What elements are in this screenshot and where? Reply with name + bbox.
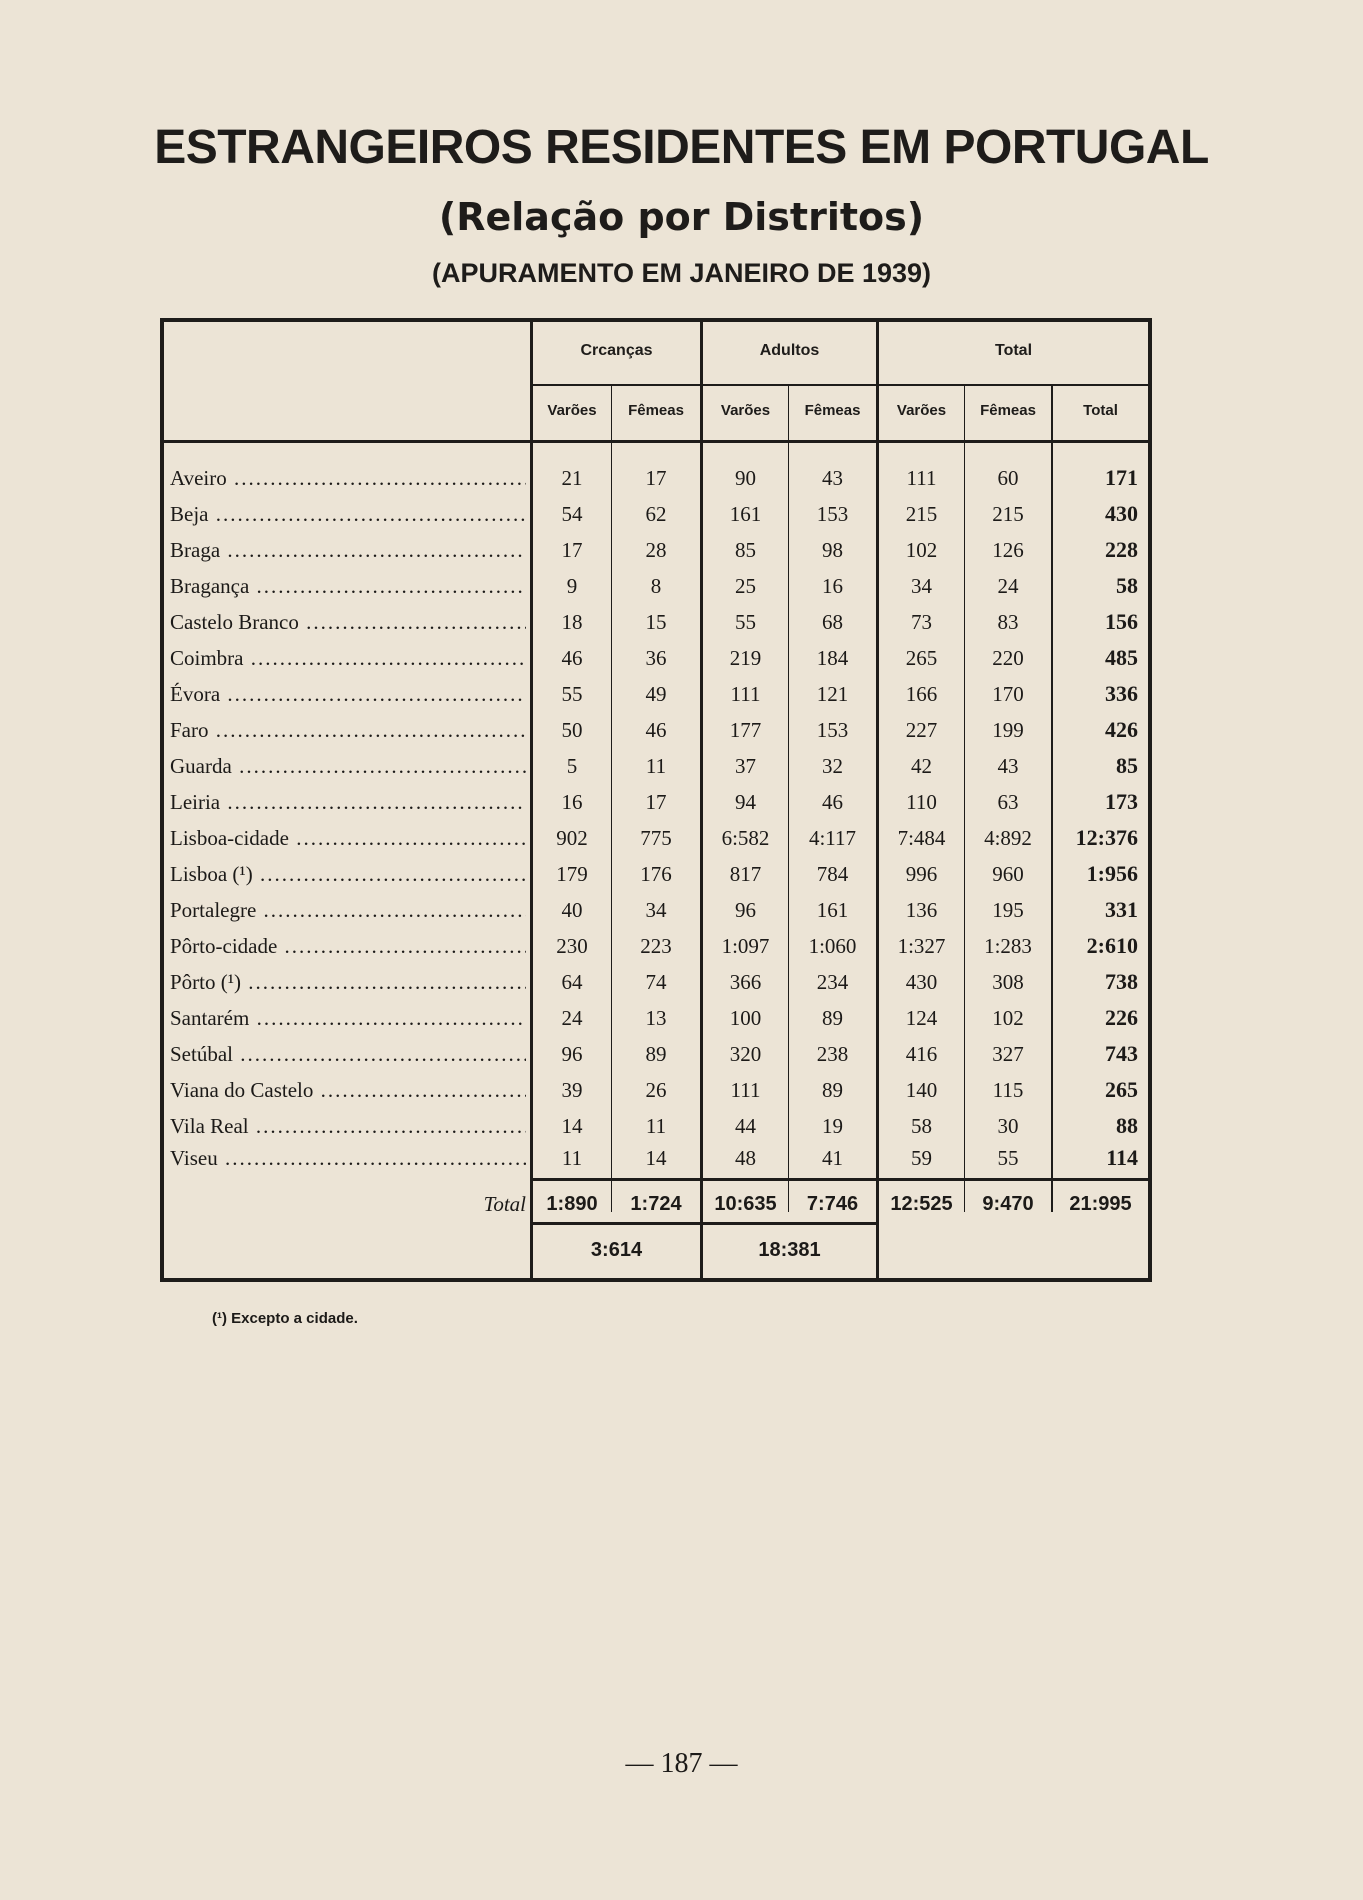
cell-adultos-varoes: 94 <box>735 790 756 814</box>
cell-criancas-femeas: 13 <box>645 1006 667 1030</box>
header-adultos: Adultos <box>759 342 820 359</box>
cell-total-femeas: 24 <box>997 574 1019 598</box>
cell-adultos-femeas: 89 <box>822 1078 843 1102</box>
cell-criancas-varoes: 5 <box>566 754 578 778</box>
cell-total: 2:610 <box>1086 933 1138 958</box>
cell-criancas-femeas: 8 <box>650 574 662 598</box>
total-criancas-femeas: 1:724 <box>630 1193 682 1215</box>
cell-criancas-femeas: 15 <box>645 610 667 634</box>
cell-total-femeas: 170 <box>992 682 1024 706</box>
cell-adultos-varoes: 6:582 <box>721 826 770 850</box>
cell-criancas-varoes: 16 <box>561 790 583 814</box>
total-adultos-femeas: 7:746 <box>806 1193 859 1215</box>
total-criancas-varoes: 1:890 <box>546 1193 598 1215</box>
cell-total: 738 <box>1105 969 1138 994</box>
cell-criancas-varoes: 230 <box>556 934 588 958</box>
district-name: Santarém ..... <box>170 1000 526 1036</box>
district-name: Coimbra ..... <box>170 640 526 676</box>
page-title: ESTRANGEIROS RESIDENTES EM PORTUGAL <box>154 121 1209 174</box>
cell-adultos-varoes: 1:097 <box>721 934 770 958</box>
cell-criancas-varoes: 39 <box>561 1078 583 1102</box>
cell-total-femeas: 1:283 <box>984 934 1032 958</box>
cell-total-varoes: 215 <box>905 502 938 526</box>
district-name: Pôrto-cidade ..... <box>170 928 526 964</box>
subheader-adultos-femeas: Fêmeas <box>804 402 861 419</box>
cell-total-varoes: 265 <box>905 646 938 670</box>
cell-criancas-femeas: 17 <box>645 790 667 814</box>
cell-total-varoes: 102 <box>905 538 938 562</box>
cell-criancas-femeas: 36 <box>645 646 667 670</box>
district-name: Aveiro ..... <box>170 460 526 496</box>
cell-criancas-varoes: 54 <box>561 502 583 526</box>
district-name: Braga ..... <box>170 532 526 568</box>
district-name: Viseu ..... <box>170 1140 526 1176</box>
cell-adultos-femeas: 153 <box>816 718 849 742</box>
cell-criancas-femeas: 74 <box>645 970 667 994</box>
total-adultos-varoes: 10:635 <box>714 1193 777 1215</box>
subheader-total-femeas: Fêmeas <box>980 402 1036 419</box>
cell-adultos-varoes: 366 <box>729 970 762 994</box>
divider <box>530 1178 1148 1181</box>
cell-total-femeas: 215 <box>992 502 1024 526</box>
cell-adultos-varoes: 85 <box>735 538 756 562</box>
table-row <box>164 604 1148 640</box>
cell-adultos-varoes: 100 <box>729 1006 762 1030</box>
district-name: Portalegre ..... <box>170 892 526 928</box>
cell-adultos-varoes: 25 <box>735 574 756 598</box>
cell-total-varoes: 111 <box>906 466 937 490</box>
cell-total-femeas: 126 <box>992 538 1024 562</box>
cell-total-varoes: 58 <box>911 1114 932 1138</box>
cell-total-femeas: 102 <box>992 1006 1024 1030</box>
divider <box>164 440 1148 443</box>
page-number: — 187 — <box>625 1748 738 1779</box>
cell-criancas-varoes: 46 <box>561 646 583 670</box>
cell-total-varoes: 7:484 <box>897 826 946 850</box>
cell-adultos-varoes: 48 <box>735 1146 756 1170</box>
combined-adultos: 18:381 <box>758 1239 821 1261</box>
cell-total: 171 <box>1105 465 1138 490</box>
cell-criancas-femeas: 14 <box>645 1146 667 1170</box>
table-row <box>164 1000 1148 1036</box>
combined-criancas: 3:614 <box>590 1239 643 1261</box>
subheader-criancas-varoes: Varões <box>547 402 597 419</box>
cell-criancas-femeas: 26 <box>645 1078 667 1102</box>
cell-total: 88 <box>1116 1113 1138 1138</box>
cell-criancas-femeas: 46 <box>645 718 667 742</box>
district-name: Setúbal ..... <box>170 1036 526 1072</box>
district-name: Guarda ..... <box>170 748 526 784</box>
cell-total-femeas: 83 <box>997 610 1019 634</box>
cell-total-varoes: 34 <box>911 574 932 598</box>
table-row <box>164 856 1148 892</box>
cell-total-femeas: 199 <box>992 718 1024 742</box>
cell-total: 226 <box>1105 1005 1138 1030</box>
cell-adultos-varoes: 111 <box>730 1078 761 1102</box>
cell-criancas-femeas: 34 <box>645 898 667 922</box>
districts-table <box>160 318 1152 1282</box>
district-name: Faro ..... <box>170 712 526 748</box>
table-row <box>164 748 1148 784</box>
subheader-criancas-femeas: Fêmeas <box>628 402 684 419</box>
cell-total: 58 <box>1116 573 1138 598</box>
cell-criancas-varoes: 14 <box>561 1114 583 1138</box>
cell-total-varoes: 140 <box>905 1078 938 1102</box>
cell-total-femeas: 115 <box>992 1078 1024 1102</box>
cell-adultos-varoes: 90 <box>735 466 756 490</box>
cell-criancas-varoes: 11 <box>561 1146 583 1170</box>
cell-criancas-femeas: 11 <box>645 1114 667 1138</box>
cell-adultos-femeas: 784 <box>816 862 849 886</box>
cell-criancas-femeas: 28 <box>645 538 667 562</box>
total-total-femeas: 9:470 <box>982 1193 1034 1215</box>
cell-adultos-varoes: 96 <box>735 898 756 922</box>
district-name: Vila Real ..... <box>170 1108 526 1144</box>
cell-adultos-femeas: 16 <box>822 574 843 598</box>
cell-total: 228 <box>1105 537 1138 562</box>
cell-criancas-femeas: 223 <box>640 934 672 958</box>
cell-adultos-femeas: 238 <box>816 1042 849 1066</box>
table-row <box>164 1108 1148 1144</box>
cell-criancas-varoes: 64 <box>561 970 583 994</box>
cell-total-varoes: 110 <box>906 790 937 814</box>
cell-criancas-varoes: 50 <box>561 718 583 742</box>
table-row <box>164 928 1148 964</box>
cell-criancas-femeas: 176 <box>640 862 672 886</box>
table-row <box>164 676 1148 712</box>
subheader-total-total: Total <box>1083 402 1118 419</box>
cell-criancas-varoes: 40 <box>561 898 583 922</box>
cell-total-femeas: 195 <box>992 898 1024 922</box>
district-name: Castelo Branco ..... <box>170 604 526 640</box>
cell-criancas-varoes: 55 <box>561 682 583 706</box>
total-total-varoes: 12:525 <box>890 1193 953 1215</box>
cell-total: 114 <box>1106 1145 1138 1170</box>
cell-criancas-femeas: 17 <box>645 466 667 490</box>
cell-adultos-varoes: 177 <box>729 718 762 742</box>
table-row <box>164 496 1148 532</box>
table-row <box>164 712 1148 748</box>
cell-total-femeas: 308 <box>992 970 1024 994</box>
cell-total-varoes: 430 <box>905 970 938 994</box>
cell-criancas-varoes: 179 <box>556 862 588 886</box>
cell-criancas-femeas: 49 <box>645 682 667 706</box>
subheader-total-varoes: Varões <box>896 402 947 419</box>
table-row <box>164 1036 1148 1072</box>
cell-total-femeas: 960 <box>992 862 1024 886</box>
cell-adultos-femeas: 98 <box>822 538 843 562</box>
district-name: Pôrto (¹) ..... <box>170 964 526 1000</box>
cell-total-varoes: 42 <box>911 754 932 778</box>
table-row <box>164 460 1148 496</box>
cell-adultos-varoes: 111 <box>730 682 761 706</box>
cell-total-varoes: 996 <box>905 862 938 886</box>
district-name: Lisboa-cidade ..... <box>170 820 526 856</box>
cell-total-femeas: 60 <box>997 466 1019 490</box>
table-row <box>164 820 1148 856</box>
header-total: Total <box>994 342 1033 359</box>
cell-criancas-varoes: 21 <box>561 466 583 490</box>
cell-adultos-femeas: 153 <box>816 502 849 526</box>
cell-total: 485 <box>1105 645 1138 670</box>
cell-adultos-varoes: 55 <box>735 610 756 634</box>
cell-total-femeas: 43 <box>997 754 1019 778</box>
table-row <box>164 892 1148 928</box>
cell-total: 265 <box>1105 1077 1138 1102</box>
cell-criancas-varoes: 902 <box>556 826 588 850</box>
period-note: (APURAMENTO EM JANEIRO DE 1939) <box>431 258 932 288</box>
cell-criancas-femeas: 775 <box>640 826 672 850</box>
cell-adultos-varoes: 219 <box>729 646 762 670</box>
table-row <box>164 1072 1148 1108</box>
cell-adultos-femeas: 32 <box>822 754 843 778</box>
cell-adultos-varoes: 320 <box>729 1042 762 1066</box>
cell-adultos-femeas: 89 <box>822 1006 843 1030</box>
cell-criancas-femeas: 62 <box>645 502 667 526</box>
header-criancas: Crcanças <box>580 342 653 359</box>
district-name: Leiria ..... <box>170 784 526 820</box>
cell-adultos-femeas: 234 <box>816 970 849 994</box>
cell-adultos-femeas: 46 <box>822 790 843 814</box>
table-row <box>164 532 1148 568</box>
divider <box>530 384 1148 386</box>
cell-total-femeas: 30 <box>997 1114 1019 1138</box>
district-name: Bragança ..... <box>170 568 526 604</box>
district-name: Viana do Castelo ..... <box>170 1072 526 1108</box>
cell-adultos-femeas: 68 <box>822 610 843 634</box>
cell-total: 336 <box>1105 681 1138 706</box>
cell-total: 12:376 <box>1075 825 1138 850</box>
table-row <box>164 784 1148 820</box>
cell-total-varoes: 227 <box>905 718 938 742</box>
cell-criancas-varoes: 18 <box>561 610 583 634</box>
cell-total-varoes: 124 <box>905 1006 938 1030</box>
cell-criancas-varoes: 96 <box>561 1042 583 1066</box>
cell-total: 430 <box>1105 501 1138 526</box>
cell-adultos-femeas: 1:060 <box>808 934 857 958</box>
cell-adultos-femeas: 19 <box>822 1114 843 1138</box>
totals-row <box>164 1184 1148 1224</box>
cell-total-femeas: 63 <box>997 790 1019 814</box>
cell-adultos-varoes: 37 <box>735 754 756 778</box>
table-row <box>164 1140 1148 1176</box>
cell-adultos-femeas: 4:117 <box>808 826 857 850</box>
cell-criancas-femeas: 11 <box>645 754 667 778</box>
cell-adultos-varoes: 817 <box>729 862 762 886</box>
cell-criancas-varoes: 24 <box>561 1006 583 1030</box>
cell-criancas-femeas: 89 <box>645 1042 667 1066</box>
cell-criancas-varoes: 9 <box>566 574 578 598</box>
cell-adultos-femeas: 43 <box>822 466 843 490</box>
cell-total: 1:956 <box>1086 861 1138 886</box>
table-row <box>164 568 1148 604</box>
total-label: Total <box>483 1192 526 1216</box>
cell-total: 426 <box>1105 717 1138 742</box>
cell-total: 743 <box>1105 1041 1138 1066</box>
cell-total-femeas: 55 <box>997 1146 1019 1170</box>
cell-total: 156 <box>1105 609 1138 634</box>
cell-total: 173 <box>1105 789 1138 814</box>
cell-total: 85 <box>1116 753 1138 778</box>
table-row <box>164 640 1148 676</box>
cell-adultos-femeas: 41 <box>822 1146 843 1170</box>
cell-total-femeas: 220 <box>992 646 1024 670</box>
cell-total-varoes: 166 <box>905 682 938 706</box>
subheader-adultos-varoes: Varões <box>720 402 771 419</box>
district-name: Lisboa (¹) ..... <box>170 856 526 892</box>
cell-total-varoes: 1:327 <box>897 934 946 958</box>
footnote: (¹) Excepto a cidade. <box>212 1310 358 1327</box>
cell-total-femeas: 4:892 <box>984 826 1032 850</box>
cell-total-varoes: 73 <box>911 610 932 634</box>
cell-adultos-varoes: 161 <box>729 502 762 526</box>
page-subtitle: (Relação por Distritos) <box>438 195 925 239</box>
cell-adultos-femeas: 184 <box>816 646 849 670</box>
grand-total: 21:995 <box>1069 1193 1132 1215</box>
cell-total-varoes: 59 <box>911 1146 932 1170</box>
cell-total-femeas: 327 <box>992 1042 1024 1066</box>
district-name: Beja ..... <box>170 496 526 532</box>
cell-total: 331 <box>1105 897 1138 922</box>
district-name: Évora ..... <box>170 676 526 712</box>
table-row <box>164 964 1148 1000</box>
cell-total-varoes: 416 <box>905 1042 938 1066</box>
cell-criancas-varoes: 17 <box>561 538 583 562</box>
cell-adultos-femeas: 161 <box>816 898 849 922</box>
cell-adultos-femeas: 121 <box>816 682 849 706</box>
cell-total-varoes: 136 <box>905 898 938 922</box>
cell-adultos-varoes: 44 <box>735 1114 756 1138</box>
